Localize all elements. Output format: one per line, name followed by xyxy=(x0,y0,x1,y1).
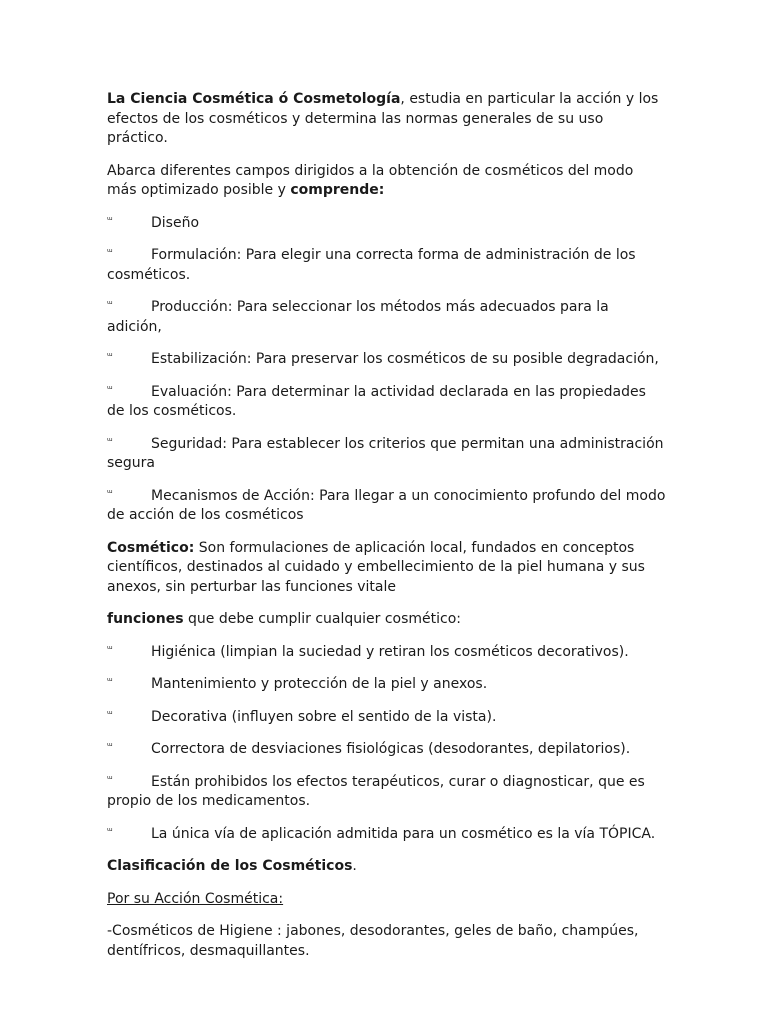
list-item-text: Diseño xyxy=(151,214,200,231)
funciones-text: que debe cumplir cualquier cosmético: xyxy=(183,611,462,627)
clasificacion-heading: Clasificación de los Cosméticos xyxy=(107,858,353,874)
list-item-text: Correctora de desviaciones fisiológicas (desodorantes, depilatorios). xyxy=(151,741,631,757)
cosmetico-heading: Cosmético: xyxy=(107,539,195,556)
bullet-icon: ᵚ xyxy=(107,644,113,655)
bullet-icon: ᵚ xyxy=(107,300,113,310)
bullet-icon: ᵚ xyxy=(107,436,113,447)
list-item-text: Higiénica (limpian la suciedad y retiran los cosméticos decorativos). xyxy=(151,643,629,660)
funciones-list xyxy=(107,643,667,845)
list-item xyxy=(107,383,667,422)
campos-list xyxy=(107,214,667,526)
cosmetico-text: Son formulaciones de aplicación local, fundados en conceptos científicos, destinados al cuidado y embellecimiento de la piel humana y sus anexos, sin perturbar las funciones vitale xyxy=(107,539,645,595)
bullet-icon: ᵚ xyxy=(107,826,113,837)
list-item xyxy=(107,643,667,663)
list-item xyxy=(107,675,667,695)
list-item xyxy=(107,487,667,526)
bullet-icon: ᵚ xyxy=(107,352,113,362)
intro-heading: La Ciencia Cosmética ó Cosmetología xyxy=(107,91,401,107)
list-item xyxy=(107,435,667,474)
funciones-heading: funciones xyxy=(107,611,184,627)
list-item xyxy=(107,740,667,760)
list-item-text: Decorativa (influyen sobre el sentido de la vista). xyxy=(151,708,497,725)
bullet-icon: ᵚ xyxy=(107,384,113,395)
list-item xyxy=(107,214,667,234)
abarca-bold: comprende: xyxy=(290,182,385,198)
clasificacion-period: . xyxy=(352,858,357,874)
list-item-text: La única vía de aplicación admitida para un cosmético es la vía TÓPICA. xyxy=(151,825,656,842)
list-item xyxy=(107,773,667,812)
bullet-icon: ᵚ xyxy=(107,677,113,687)
bullet-icon: ᵚ xyxy=(107,709,113,720)
intro-paragraph xyxy=(107,90,667,149)
abarca-text: Abarca diferentes campos dirigidos a la obtención de cosméticos del modo más optimizado posible y xyxy=(107,162,634,198)
abarca-paragraph xyxy=(107,162,667,201)
intro-text: , estudia en particular la acción y los efectos de los cosméticos y determina las normas generales de su uso práctico. xyxy=(107,91,659,146)
list-item xyxy=(107,246,667,285)
list-item xyxy=(107,298,667,337)
cosmetico-paragraph xyxy=(107,539,667,598)
list-item xyxy=(107,708,667,728)
list-item xyxy=(107,825,667,845)
clasificacion-heading-paragraph xyxy=(107,857,667,877)
bullet-icon: ᵚ xyxy=(107,488,113,499)
list-item-text: Seguridad: Para establecer los criterios que permitan una administración segura xyxy=(107,435,664,471)
bullet-icon: ᵚ xyxy=(107,215,113,226)
list-item-text: Producción: Para seleccionar los métodos más adecuados para la adición, xyxy=(107,299,609,335)
higiene-paragraph: -Cosméticos de Higiene : jabones, desodorantes, geles de baño, champúes, dentífricos, desmaquillantes. xyxy=(107,923,639,959)
list-item-text: Estabilización: Para preservar los cosméticos de su posible degradación, xyxy=(151,351,659,367)
bullet-icon: ᵚ xyxy=(107,248,113,258)
document-page xyxy=(107,90,667,974)
por-accion-paragraph xyxy=(107,890,667,910)
bullet-icon: ᵚ xyxy=(107,774,113,785)
funciones-paragraph xyxy=(107,610,667,630)
list-item-text: Formulación: Para elegir una correcta forma de administración de los cosméticos. xyxy=(107,247,636,283)
list-item-text: Evaluación: Para determinar la actividad declarada en las propiedades de los cosméticos. xyxy=(107,383,646,419)
list-item xyxy=(107,350,667,370)
list-item-text: Mantenimiento y protección de la piel y anexos. xyxy=(151,676,488,692)
por-accion-subheading: Por su Acción Cosmética: xyxy=(107,890,284,907)
list-item-text: Mecanismos de Acción: Para llegar a un conocimiento profundo del modo de acción de los cosméticos xyxy=(107,487,666,523)
bullet-icon: ᵚ xyxy=(107,742,113,752)
list-item-text: Están prohibidos los efectos terapéuticos, curar o diagnosticar, que es propio de los medicamentos. xyxy=(107,773,645,809)
